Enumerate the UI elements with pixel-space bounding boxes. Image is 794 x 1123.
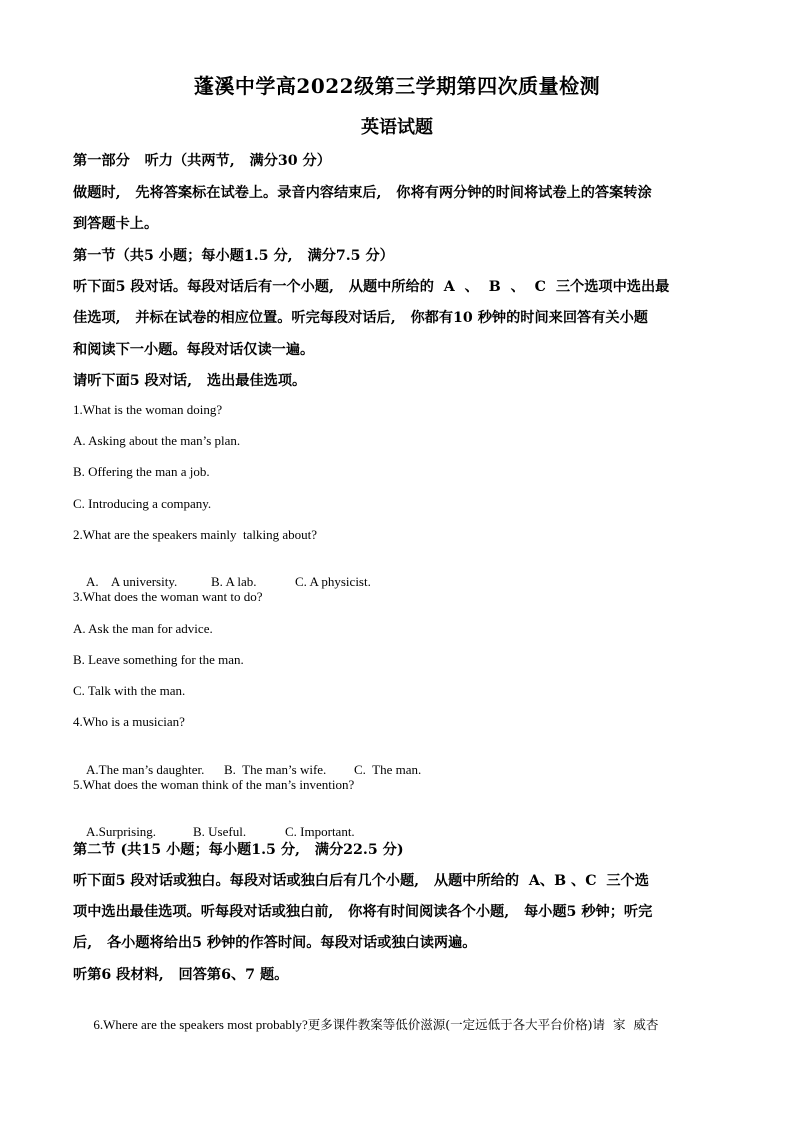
section2-material-prompt: 听第6 段材料, 回答第6、7 题。 (73, 967, 289, 983)
question-3-stem: 3.What does the woman want to do? (73, 589, 263, 604)
section2-directions-1: 听下面5 段对话或独白。每段对话或独白后有几个小题, 从题中所给的 A、B 、C 三个选 (73, 873, 649, 889)
question-2-option-b: B. A lab. (211, 574, 257, 589)
page-subtitle: 英语试题 (361, 117, 433, 138)
section1-prompt: 请听下面5 段对话, 选出最佳选项。 (73, 373, 307, 389)
question-3-option-b: B. Leave something for the man. (73, 652, 244, 667)
instructions-line-2: 到答题卡上。 (73, 216, 159, 232)
question-2-option-c: C. A physicist. (295, 574, 371, 589)
question-1-option-b: B. Offering the man a job. (73, 464, 210, 479)
section2-directions-2: 项中选出最佳选项。听每段对话或独白前, 你将有时间阅读各个小题, 每小题5 秒钟；听完 (73, 904, 653, 920)
section1-directions-3: 和阅读下一小题。每段对话仅读一遍。 (73, 342, 315, 358)
question-2-stem: 2.What are the speakers mainly talking about? (73, 527, 318, 542)
question-4-option-c: C. The man. (354, 762, 422, 777)
page-title: 蓬溪中学高2022级第三学期第四次质量检测 (193, 74, 601, 98)
question-1-option-c: C. Introducing a company. (73, 496, 212, 511)
question-5-option-c: C. Important. (285, 824, 355, 839)
promo-note: 更多课件教案等低价滋源(一定远低于各大平台价格)请 家 威杏 (307, 1017, 659, 1032)
question-5-option-a: A.Surprising. (86, 824, 157, 839)
section1-directions-1: 听下面5 段对话。每段对话后有一个小题, 从题中所给的 A 、 B 、 C 三个选项中选出最 (73, 279, 670, 295)
section2-heading: 第二节 (共15 小题；每小题1.5 分, 满分22.5 分) (73, 842, 404, 858)
part1-heading: 第一部分 听力（共两节, 满分30 分） (73, 153, 331, 169)
question-1-option-a: A. Asking about the man’s plan. (73, 433, 241, 448)
question-3-option-a: A. Ask the man for advice. (73, 621, 213, 636)
question-3-option-c: C. Talk with the man. (73, 683, 186, 698)
question-5-stem: 5.What does the woman think of the man’s invention? (73, 777, 355, 792)
question-6-stem: 6.Where are the speakers most probably? (93, 1017, 308, 1032)
question-4-option-b: B. The man’s wife. (224, 762, 327, 777)
instructions-line-1: 做题时, 先将答案标在试卷上。录音内容结束后, 你将有两分钟的时间将试卷上的答案转涂 (73, 185, 652, 201)
question-4-stem: 4.Who is a musician? (73, 714, 185, 729)
question-2-option-a: A. A university. (86, 574, 178, 589)
question-1-stem: 1.What is the woman doing? (73, 402, 223, 417)
question-6-line (73, 995, 658, 1052)
section2-directions-3: 后, 各小题将给出5 秒钟的作答时间。每段对话或独白读两遍。 (73, 935, 477, 951)
question-5-option-b: B. Useful. (193, 824, 247, 839)
section1-heading: 第一节（共5 小题；每小题1.5 分, 满分7.5 分） (73, 248, 394, 264)
question-4-option-a: A.The man’s daughter. (86, 762, 205, 777)
section1-directions-2: 佳选项, 并标在试卷的相应位置。听完每段对话后, 你都有10 秒钟的时间来回答有关小题 (73, 310, 648, 326)
